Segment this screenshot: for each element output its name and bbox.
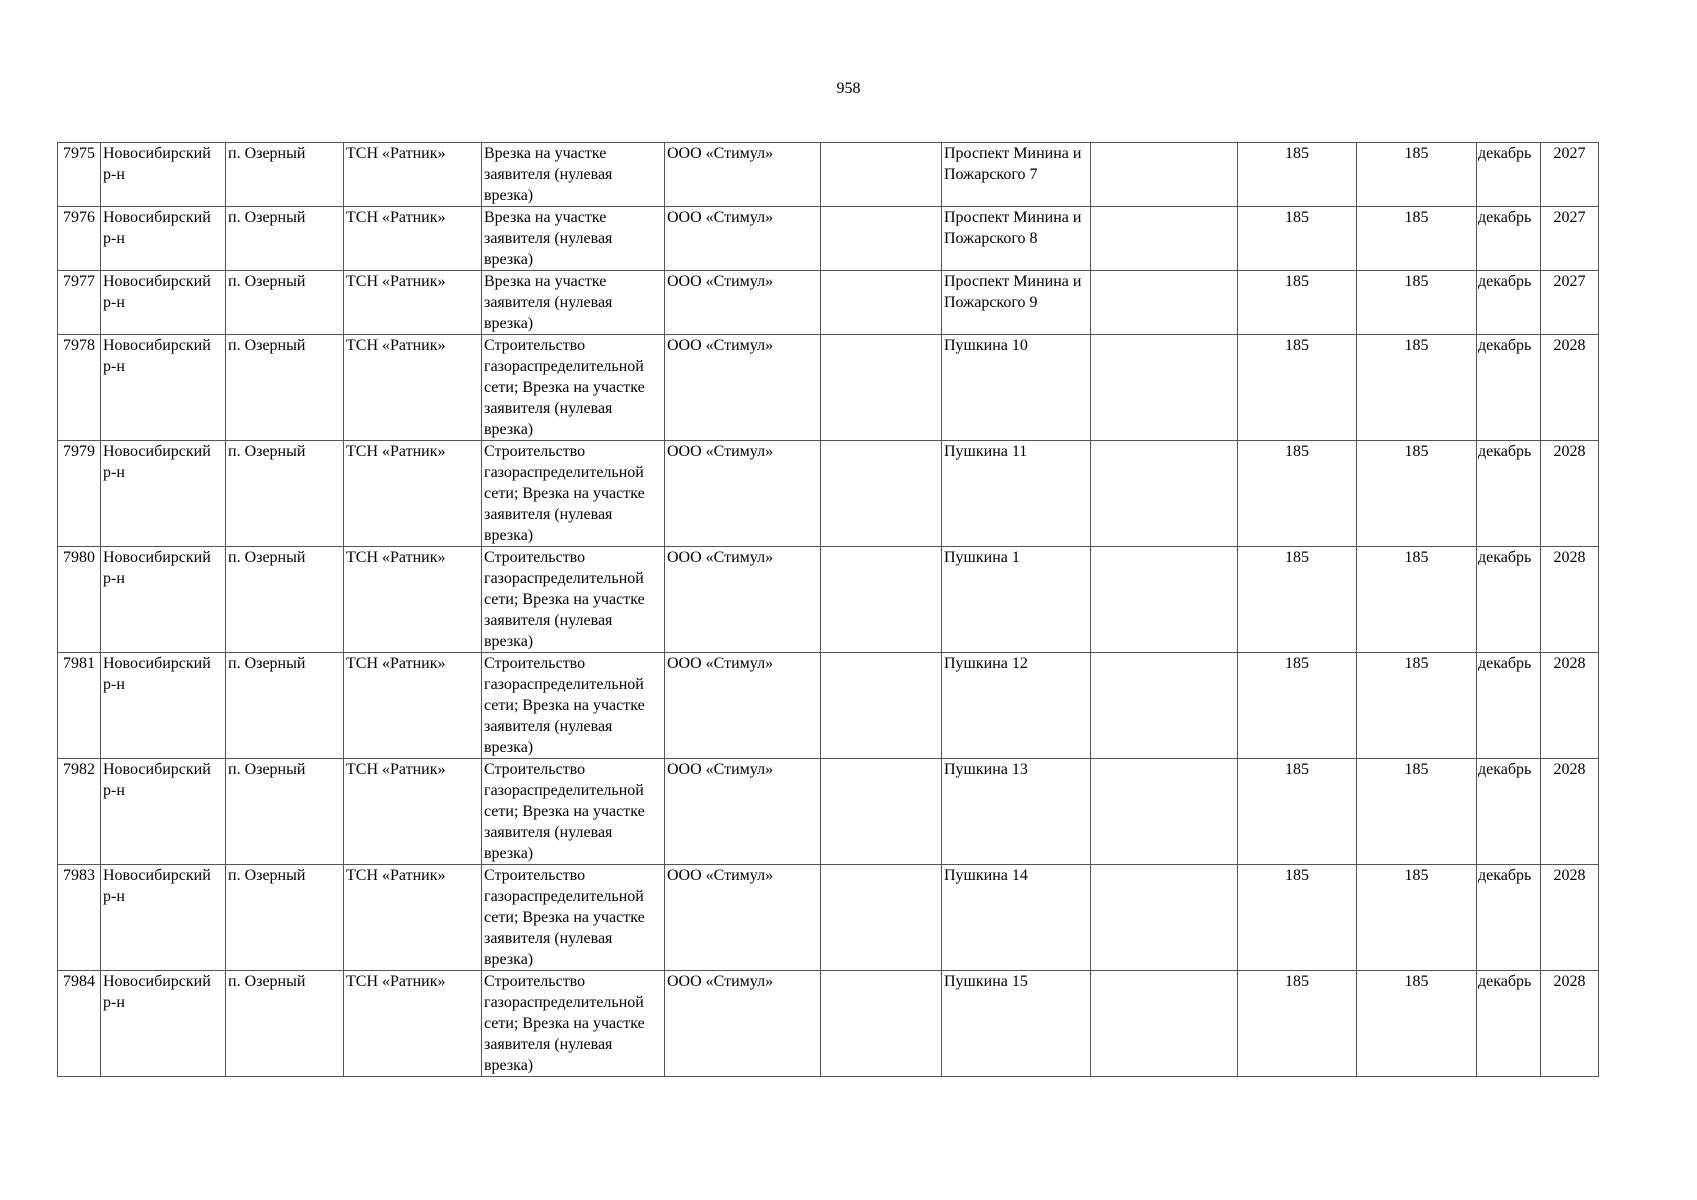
- value-cell: 185: [1357, 759, 1477, 865]
- contractor-cell: ООО «Стимул»: [665, 865, 821, 971]
- year-cell: 2028: [1541, 971, 1599, 1077]
- district-cell: Новосибирский р-н: [101, 207, 226, 271]
- address-cell: Пушкина 11: [942, 441, 1091, 547]
- contractor-cell: ООО «Стимул»: [665, 143, 821, 207]
- row-number: 7979: [58, 441, 101, 547]
- work-type-cell: Врезка на участке заявителя (нулевая врезка): [482, 143, 665, 207]
- row-number: 7984: [58, 971, 101, 1077]
- month-cell: декабрь: [1477, 547, 1541, 653]
- empty-cell: [1091, 759, 1238, 865]
- row-number: 7975: [58, 143, 101, 207]
- table-row: [58, 971, 1599, 1077]
- organization-cell: ТСН «Ратник»: [344, 335, 482, 441]
- address-cell: Проспект Минина и Пожарского 7: [942, 143, 1091, 207]
- address-cell: Пушкина 15: [942, 971, 1091, 1077]
- empty-cell: [821, 143, 942, 207]
- work-type-cell: Строительство газораспределительной сети; Врезка на участке заявителя (нулевая врезка): [482, 759, 665, 865]
- locality-cell: п. Озерный: [226, 653, 344, 759]
- value-cell: 185: [1357, 441, 1477, 547]
- address-cell: Пушкина 12: [942, 653, 1091, 759]
- empty-cell: [1091, 547, 1238, 653]
- organization-cell: ТСН «Ратник»: [344, 759, 482, 865]
- month-cell: декабрь: [1477, 143, 1541, 207]
- contractor-cell: ООО «Стимул»: [665, 653, 821, 759]
- locality-cell: п. Озерный: [226, 971, 344, 1077]
- table-row: [58, 547, 1599, 653]
- value-cell: 185: [1357, 335, 1477, 441]
- row-number: 7980: [58, 547, 101, 653]
- month-cell: декабрь: [1477, 335, 1541, 441]
- address-cell: Пушкина 10: [942, 335, 1091, 441]
- work-type-cell: Строительство газораспределительной сети; Врезка на участке заявителя (нулевая врезка): [482, 547, 665, 653]
- address-cell: Проспект Минина и Пожарского 8: [942, 207, 1091, 271]
- organization-cell: ТСН «Ратник»: [344, 143, 482, 207]
- value-cell: 185: [1357, 971, 1477, 1077]
- value-cell: 185: [1238, 441, 1357, 547]
- work-type-cell: Строительство газораспределительной сети; Врезка на участке заявителя (нулевая врезка): [482, 971, 665, 1077]
- organization-cell: ТСН «Ратник»: [344, 207, 482, 271]
- value-cell: 185: [1357, 865, 1477, 971]
- work-type-cell: Строительство газораспределительной сети; Врезка на участке заявителя (нулевая врезка): [482, 335, 665, 441]
- address-cell: Пушкина 14: [942, 865, 1091, 971]
- row-number: 7983: [58, 865, 101, 971]
- empty-cell: [1091, 207, 1238, 271]
- year-cell: 2028: [1541, 335, 1599, 441]
- year-cell: 2028: [1541, 759, 1599, 865]
- registry-body: [58, 143, 1599, 1077]
- value-cell: 185: [1238, 971, 1357, 1077]
- table-row: [58, 143, 1599, 207]
- work-type-cell: Строительство газораспределительной сети; Врезка на участке заявителя (нулевая врезка): [482, 441, 665, 547]
- value-cell: 185: [1238, 653, 1357, 759]
- year-cell: 2028: [1541, 441, 1599, 547]
- value-cell: 185: [1238, 143, 1357, 207]
- contractor-cell: ООО «Стимул»: [665, 441, 821, 547]
- empty-cell: [821, 865, 942, 971]
- month-cell: декабрь: [1477, 653, 1541, 759]
- month-cell: декабрь: [1477, 971, 1541, 1077]
- month-cell: декабрь: [1477, 271, 1541, 335]
- district-cell: Новосибирский р-н: [101, 143, 226, 207]
- empty-cell: [821, 207, 942, 271]
- district-cell: Новосибирский р-н: [101, 971, 226, 1077]
- district-cell: Новосибирский р-н: [101, 865, 226, 971]
- empty-cell: [821, 271, 942, 335]
- address-cell: Пушкина 13: [942, 759, 1091, 865]
- contractor-cell: ООО «Стимул»: [665, 971, 821, 1077]
- value-cell: 185: [1357, 653, 1477, 759]
- organization-cell: ТСН «Ратник»: [344, 971, 482, 1077]
- empty-cell: [1091, 865, 1238, 971]
- page-number: 958: [836, 80, 861, 97]
- district-cell: Новосибирский р-н: [101, 653, 226, 759]
- year-cell: 2027: [1541, 271, 1599, 335]
- work-type-cell: Строительство газораспределительной сети; Врезка на участке заявителя (нулевая врезка): [482, 865, 665, 971]
- district-cell: Новосибирский р-н: [101, 759, 226, 865]
- month-cell: декабрь: [1477, 207, 1541, 271]
- value-cell: 185: [1238, 207, 1357, 271]
- table-row: [58, 653, 1599, 759]
- row-number: 7981: [58, 653, 101, 759]
- table-row: [58, 335, 1599, 441]
- empty-cell: [821, 653, 942, 759]
- address-cell: Пушкина 1: [942, 547, 1091, 653]
- work-type-cell: Строительство газораспределительной сети; Врезка на участке заявителя (нулевая врезка): [482, 653, 665, 759]
- empty-cell: [1091, 441, 1238, 547]
- month-cell: декабрь: [1477, 759, 1541, 865]
- empty-cell: [1091, 143, 1238, 207]
- row-number: 7982: [58, 759, 101, 865]
- value-cell: 185: [1357, 271, 1477, 335]
- value-cell: 185: [1238, 759, 1357, 865]
- empty-cell: [1091, 653, 1238, 759]
- organization-cell: ТСН «Ратник»: [344, 653, 482, 759]
- year-cell: 2028: [1541, 653, 1599, 759]
- locality-cell: п. Озерный: [226, 441, 344, 547]
- table-row: [58, 207, 1599, 271]
- contractor-cell: ООО «Стимул»: [665, 207, 821, 271]
- table-row: [58, 759, 1599, 865]
- locality-cell: п. Озерный: [226, 335, 344, 441]
- organization-cell: ТСН «Ратник»: [344, 547, 482, 653]
- value-cell: 185: [1238, 335, 1357, 441]
- organization-cell: ТСН «Ратник»: [344, 865, 482, 971]
- table-row: [58, 271, 1599, 335]
- address-cell: Проспект Минина и Пожарского 9: [942, 271, 1091, 335]
- empty-cell: [821, 547, 942, 653]
- district-cell: Новосибирский р-н: [101, 335, 226, 441]
- organization-cell: ТСН «Ратник»: [344, 271, 482, 335]
- locality-cell: п. Озерный: [226, 759, 344, 865]
- table-row: [58, 441, 1599, 547]
- value-cell: 185: [1357, 207, 1477, 271]
- month-cell: декабрь: [1477, 865, 1541, 971]
- empty-cell: [1091, 271, 1238, 335]
- year-cell: 2028: [1541, 865, 1599, 971]
- empty-cell: [821, 441, 942, 547]
- value-cell: 185: [1238, 865, 1357, 971]
- district-cell: Новосибирский р-н: [101, 271, 226, 335]
- locality-cell: п. Озерный: [226, 143, 344, 207]
- table-row: [58, 865, 1599, 971]
- work-type-cell: Врезка на участке заявителя (нулевая врезка): [482, 271, 665, 335]
- locality-cell: п. Озерный: [226, 207, 344, 271]
- contractor-cell: ООО «Стимул»: [665, 547, 821, 653]
- month-cell: декабрь: [1477, 441, 1541, 547]
- row-number: 7976: [58, 207, 101, 271]
- empty-cell: [821, 759, 942, 865]
- value-cell: 185: [1238, 547, 1357, 653]
- empty-cell: [821, 971, 942, 1077]
- locality-cell: п. Озерный: [226, 271, 344, 335]
- year-cell: 2028: [1541, 547, 1599, 653]
- year-cell: 2027: [1541, 207, 1599, 271]
- organization-cell: ТСН «Ратник»: [344, 441, 482, 547]
- row-number: 7977: [58, 271, 101, 335]
- row-number: 7978: [58, 335, 101, 441]
- value-cell: 185: [1357, 547, 1477, 653]
- empty-cell: [1091, 335, 1238, 441]
- year-cell: 2027: [1541, 143, 1599, 207]
- locality-cell: п. Озерный: [226, 547, 344, 653]
- contractor-cell: ООО «Стимул»: [665, 335, 821, 441]
- empty-cell: [1091, 971, 1238, 1077]
- district-cell: Новосибирский р-н: [101, 441, 226, 547]
- locality-cell: п. Озерный: [226, 865, 344, 971]
- value-cell: 185: [1238, 271, 1357, 335]
- registry-table: [57, 142, 1599, 1077]
- contractor-cell: ООО «Стимул»: [665, 271, 821, 335]
- contractor-cell: ООО «Стимул»: [665, 759, 821, 865]
- empty-cell: [821, 335, 942, 441]
- value-cell: 185: [1357, 143, 1477, 207]
- work-type-cell: Врезка на участке заявителя (нулевая врезка): [482, 207, 665, 271]
- district-cell: Новосибирский р-н: [101, 547, 226, 653]
